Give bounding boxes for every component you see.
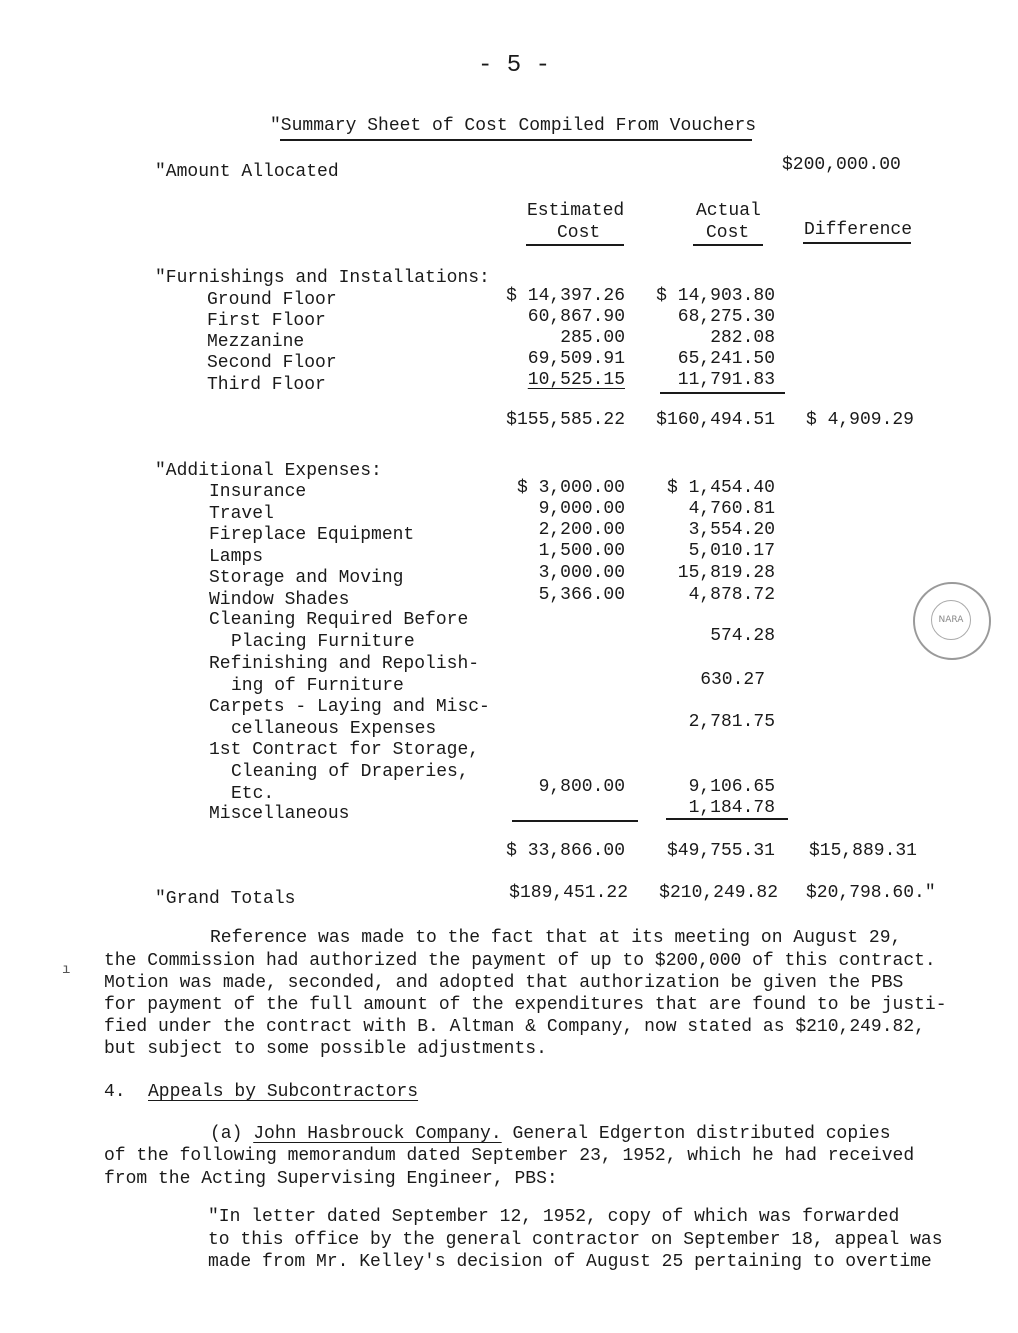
refinishing-label-line1: Refinishing and Repolish- [209,654,480,674]
quote-line: "In letter dated September 12, 1952, copy of which was forwarded [208,1207,900,1227]
paragraph-prefix: (a) [210,1124,243,1144]
additional-actual-rule [666,818,788,820]
additional-total-actual: $49,755.31 [666,841,775,861]
stamp-text: NARA [938,615,964,625]
paragraph-line: the Commission had authorized the payment of up to $200,000 of this contract. [104,951,936,971]
furnishings-total-actual: $160,494.51 [656,410,775,430]
row-label: Insurance [209,482,307,502]
page-number: - 5 - [478,52,551,79]
row-actual: 5,010.17 [688,541,775,561]
col-actual-line2: Cost [706,223,750,243]
refinishing-actual: 630.27 [700,670,765,690]
amount-allocated-label: "Amount Allocated [155,162,339,182]
margin-mark: ı [62,962,71,978]
section-title: Appeals by Subcontractors [148,1082,419,1102]
carpets-label-line1: Carpets - Laying and Misc- [209,697,490,717]
quote-line: to this office by the general contractor on September 18, appeal was [208,1230,943,1250]
paragraph-line: Reference was made to the fact that at its meeting on August 29, [210,928,902,948]
row-estimated: 10,525.15 [527,370,625,390]
col-estimated-underline [526,244,624,246]
furnishings-actual-rule [660,392,785,394]
carpets-actual: 2,781.75 [688,712,775,732]
contract-label-line2: Cleaning of Draperies, [231,762,469,782]
furnishings-total-difference: $ 4,909.29 [805,410,914,430]
col-estimated-line1: Estimated [527,201,625,221]
row-label: Second Floor [207,353,337,373]
amount-allocated-value: $200,000.00 [782,155,901,175]
summary-title: "Summary Sheet of Cost Compiled From Vouchers [270,116,757,136]
grand-total-difference: $20,798.60." [806,883,936,903]
misc-actual: 1,184.78 [688,798,775,818]
additional-total-estimated: $ 33,866.00 [506,841,625,861]
row-estimated: 1,500.00 [538,541,625,561]
row-estimated: 2,200.00 [538,520,625,540]
paragraph-text: General Edgerton distributed copies [501,1124,891,1144]
refinishing-label-line2: ing of Furniture [231,676,404,696]
paragraph-line: Motion was made, seconded, and adopted that authorization be given the PBS [104,973,904,993]
paragraph-line: from the Acting Supervising Engineer, PBS: [104,1169,558,1189]
col-difference: Difference [804,220,913,240]
additional-estimated-rule [512,820,638,822]
row-actual: 3,554.20 [688,520,775,540]
row-label: Storage and Moving [209,568,404,588]
paragraph-line: but subject to some possible adjustments. [104,1039,547,1059]
row-label: Window Shades [209,590,350,610]
grand-total-actual: $210,249.82 [659,883,778,903]
cleaning-label-line1: Cleaning Required Before [209,610,469,630]
row-actual: 11,791.83 [677,370,775,390]
row-actual: 15,819.28 [677,563,775,583]
misc-label: Miscellaneous [209,804,350,824]
carpets-label-line2: cellaneous Expenses [231,719,437,739]
col-estimated-line2: Cost [557,223,601,243]
paragraph-line: fied under the contract with B. Altman & Company, now stated as $210,249.82, [104,1017,925,1037]
row-actual: 282.08 [710,328,775,348]
section-number: 4. [104,1082,126,1102]
quote-line: made from Mr. Kelley's decision of August 25 pertaining to overtime [208,1252,932,1272]
paragraph-line [210,1123,891,1146]
row-label: Mezzanine [207,332,305,352]
row-estimated: 60,867.90 [527,307,625,327]
row-actual: 4,760.81 [688,499,775,519]
contract-actual: 9,106.65 [688,777,775,797]
col-actual-line1: Actual [696,201,761,221]
row-estimated: 3,000.00 [538,563,625,583]
row-estimated: 9,000.00 [538,499,625,519]
contract-label-line3: Etc. [231,784,275,804]
company-name: John Hasbrouck Company. [253,1124,502,1144]
stamp-inner [931,600,971,640]
col-difference-underline [803,242,911,244]
contract-label-line1: 1st Contract for Storage, [209,740,480,760]
grand-totals-label: "Grand Totals [155,889,296,909]
paragraph-line: for payment of the full amount of the expenditures that are found to be justi- [104,995,947,1015]
row-label: First Floor [207,311,326,331]
contract-estimated: 9,800.00 [538,777,625,797]
row-estimated: 69,509.91 [527,349,625,369]
archive-seal-icon [913,582,991,660]
paragraph-line: of the following memorandum dated September 23, 1952, which he had received [104,1146,915,1166]
row-estimated: $ 3,000.00 [516,478,625,498]
col-actual-underline [693,244,763,246]
row-actual: 68,275.30 [677,307,775,327]
furnishings-heading: "Furnishings and Installations: [155,268,490,288]
row-label: Travel [209,504,274,524]
cleaning-actual: 574.28 [710,626,775,646]
row-estimated: 5,366.00 [538,585,625,605]
row-estimated: 285.00 [560,328,625,348]
title-underline [280,139,752,141]
row-actual: 65,241.50 [677,349,775,369]
row-actual: 4,878.72 [688,585,775,605]
row-label: Fireplace Equipment [209,525,415,545]
additional-heading: "Additional Expenses: [155,461,382,481]
row-label: Third Floor [207,375,326,395]
row-estimated: $ 14,397.26 [506,286,625,306]
row-label: Lamps [209,547,264,567]
furnishings-total-estimated: $155,585.22 [506,410,625,430]
cleaning-label-line2: Placing Furniture [231,632,415,652]
grand-total-estimated: $189,451.22 [509,883,628,903]
additional-total-difference: $15,889.31 [808,841,917,861]
row-actual: $ 14,903.80 [656,286,775,306]
row-actual: $ 1,454.40 [666,478,775,498]
row-label: Ground Floor [207,290,337,310]
